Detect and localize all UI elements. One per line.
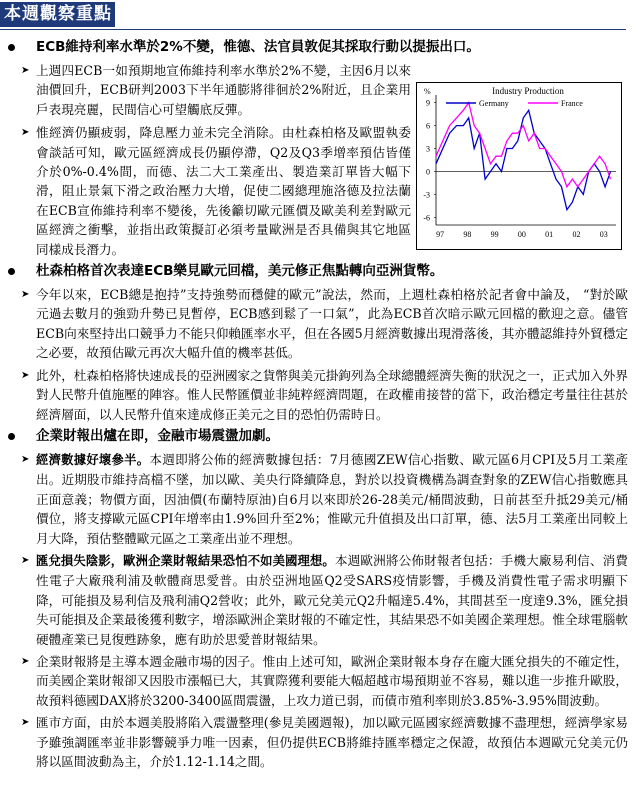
item-lead: 經濟數據好壞參半。 [36,452,150,467]
y-tick-label: 3 [426,144,430,154]
x-tick-label: 02 [572,230,581,239]
y-tick-label: 6 [426,121,430,131]
x-tick-label: 00 [517,230,526,239]
list-item: ➤ 此外，杜森柏格將快速成長的亞洲國家之貨幣與美元掛鉤列為全球總體經濟失衡的狀況之一，正式加入外界對人民幣升值施壓的陣容。惟人民幣匯價並非純粹經濟問題，在政權甫接替的當下，政治穩定考量往往甚於經濟層面，以人民幣升值來達成修正美元之目的恐怕仍需時日。 [21,367,628,422]
section-heading: 企業財報出爐在即，金融市場震盪加劇。 [0,427,630,446]
item-lead: 匯兌損失陰影，歐洲企業財報結果恐怕不如美國理想。 [36,553,335,568]
list-item: ➤ 匯市方面，由於本週美股將陷入震盪整理(參見美國週報)，加以歐元區國家經濟數據不盡理想，經濟學家易予雖強調匯率並非影響競爭力唯一因素，但仍提供ECB將維持匯率穩定之保證，故預估本週歐元兌美元仍將以區間波動為主，介於1.12-1.14之間。 [21,715,628,769]
bullet-icon [8,268,15,275]
arrow-bullet-icon: ➤ [21,127,30,139]
arrow-bullet-icon: ➤ [21,655,30,667]
x-tick-label: 98 [463,230,472,239]
legend-label-germany: Germany [479,99,509,108]
arrow-bullet-icon: ➤ [21,369,30,381]
legend-label-france: France [561,99,583,108]
page-title: 本週觀察重點 [0,2,115,27]
section-heading: ECB維持利率水準於2%不變，惟德、法官員敦促其採取行動以提振出口。 [0,38,630,57]
arrow-bullet-icon: ➤ [21,289,30,301]
list-item: ➤ 匯兌損失陰影，歐洲企業財報結果恐怕不如美國理想。本週歐洲將公佈財報者包括：手機大廠易利信、消費性電子大廠飛利浦及軟體商思愛普。由於亞洲地區Q2受SARS疫情影響，手機及消費性電子需求明顯下降，可能損及易利信及飛利浦Q2營收；此外，歐元兌美元Q2升幅達5.4%，其間甚至一度達9.3%，匯兌損失可能損及企業最後獲利數字，增添歐洲企業財報的不確定性，其結果恐不如美國企業理想。惟全球電腦軟硬體產業已見復甦跡象，應有助於思愛普財報結果。 [21,552,628,647]
arrow-bullet-icon: ➤ [21,717,30,729]
list-item: ➤ 惟經濟仍顯疲弱，降息壓力並未完全消除。由杜森柏格及歐盟執委會談話可知，歐元區經濟成長仍顯停滯，Q2及Q3季增率預估皆僅介於0%-0.4%間，而德、法二大工業產出、製造業訂單皆大幅下滑，阻止景氣下滑之政治壓力大增，促使二國總理施洛德及拉法蘭在ECB宣佈維持利率不變後，先後籲切歐元匯價及歐美利差對歐元區經濟之衝擊，並指出政策擬訂必須考量歐洲是否具備與其它地區同樣成長潛力。 [21,125,411,257]
report-body [0,38,630,774]
y-tick-label: -3 [423,190,430,200]
y-tick-label: 9 [426,98,430,108]
list-item: ➤ 今年以來，ECB總是抱持”支持強勢而穩健的歐元”說法，然而，上週杜森柏格於記者會中論及， “對於歐元過去數月的強勁升勢已見暫停，ECB感到鬆了一口氣”，此為ECB首次暗示歐元回檔的歡迎之意。儘管ECB向來堅持出口競爭力不能只仰賴匯率水平，但在各國5月經濟數據出現滑落後，其亦體認維持外貿穩定之必要，故預估歐元再次大幅升值的機率甚低。 [21,287,628,361]
chart-ylabel: % [424,87,431,96]
bullet-icon [8,433,15,440]
section-heading: 杜森柏格首次表達ECB樂見歐元回檔，美元修正焦點轉向亞洲貨幣。 [0,262,630,281]
y-tick-label: -6 [423,213,430,223]
x-tick-label: 01 [545,230,554,239]
list-item: ➤ 上週四ECB一如預期地宣佈維持利率水準於2%不變，主因6月以來油價回升，ECB研判2003下半年通膨將徘徊於2%附近，且企業用戶表現亮麗，民間信心可望觸底反彈。 [21,63,411,117]
y-tick-label: 0 [426,167,430,177]
arrow-bullet-icon: ➤ [21,554,30,566]
bullet-icon [8,44,15,51]
list-item: ➤ 企業財報將是主導本週金融市場的因子。惟由上述可知，歐洲企業財報本身存在龐大匯兌損失的不確定性，而美國企業財報卻又因股市漲幅已大，其實際獲利要能大幅超越市場預期並不容易，難以進一步推升歐股，故預料德國DAX將於3200-3400區間震盪，上攻力道已弱，而債市殖利率則於3.85%-3.95%間波動。 [21,653,628,708]
x-tick-label: 03 [599,230,608,239]
title-divider [0,29,626,30]
list-item: ➤ 經濟數據好壞參半。本週即將公佈的經濟數據包括：7月德國ZEW信心指數、歐元區6月CPI及5月工業產出。近期股市維持高檔不墜，加以歐、美央行降續降息，對於以投資機構為調查對象的ZEW信心指數應具正面意義；物價方面，因油價(布蘭特原油)自6月以來即於26-28美元/桶間波動，日前甚至升抵29美元/桶價位，將支撐歐元區CPI年增率由1.9%回升至2%；惟歐元升值損及出口訂單，德、法5月工業產出同較上月大降，預估整體歐元區之工業產出並不理想。 [21,451,628,546]
chart-title: Industry Production [492,86,564,96]
x-tick-label: 97 [436,230,445,239]
arrow-bullet-icon: ➤ [21,453,30,465]
x-tick-label: 99 [490,230,499,239]
arrow-bullet-icon: ➤ [21,65,30,76]
